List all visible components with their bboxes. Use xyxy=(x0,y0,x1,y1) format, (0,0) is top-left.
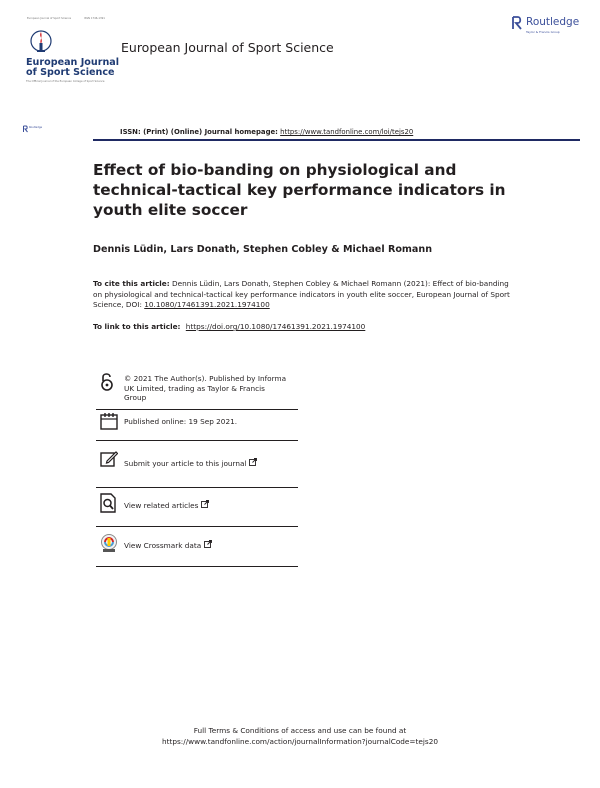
cite-label: To cite this article: xyxy=(93,279,170,288)
published-row xyxy=(96,412,298,436)
crossmark-link-text[interactable]: View Crossmark data xyxy=(124,540,212,551)
publisher-sub: Taylor & Francis Group xyxy=(526,30,560,34)
license-text: © 2021 The Author(s). Published by Informa UK Limited, trading as Taylor & Francis Group xyxy=(124,374,287,402)
article-title: Effect of bio-banding on physiological and technical-tactical key performance indicators in youth elite soccer xyxy=(93,161,506,219)
journal-logo-title: European Journal of Sport Science xyxy=(26,57,120,78)
footer-line1: Full Terms & Conditions of access and use can be found at xyxy=(193,726,407,735)
header-divider xyxy=(93,139,580,141)
tiny-journal-text: European Journal of Sport Science xyxy=(27,17,72,20)
related-link-text[interactable]: View related articles xyxy=(124,500,209,511)
open-access-lock-icon xyxy=(100,372,114,392)
issn-line xyxy=(120,128,413,136)
external-link-icon xyxy=(249,458,257,466)
crossmark-row[interactable] xyxy=(96,532,298,560)
journal-logo-subtext: The Official Journal of the European College of Sport Science xyxy=(26,80,105,83)
published-date: Published online: 19 Sep 2021. xyxy=(124,417,238,426)
license-row xyxy=(96,372,298,408)
article-doi-link[interactable]: https://doi.org/10.1080/17461391.2021.1974100 xyxy=(185,322,366,331)
submit-link-text[interactable]: Submit your article to this journal xyxy=(124,458,257,469)
divider xyxy=(96,487,298,488)
journal-name[interactable]: European Journal of Sport Science xyxy=(121,40,334,55)
footer xyxy=(0,725,600,747)
calendar-icon xyxy=(100,412,118,430)
related-row[interactable] xyxy=(96,491,298,519)
external-link-icon xyxy=(204,540,212,548)
cite-block xyxy=(93,279,511,311)
footer-terms-link[interactable]: https://www.tandfonline.com/action/journalInformation?journalCode=tejs20 xyxy=(162,737,438,746)
edit-pencil-icon xyxy=(100,450,118,468)
publisher-name: Routledge xyxy=(526,16,580,28)
small-routledge-icon xyxy=(23,125,28,133)
external-link-icon xyxy=(201,500,209,508)
issn-label: ISSN: (Print) (Online) Journal homepage: xyxy=(120,128,278,136)
cite-text: Dennis Lüdin, Lars Donath, Stephen Cobley & Michael Romann (2021): Effect of bio-banding on physiological and technical-tactical key performance indicators in youth elite soccer, European Journal of Sport Science, DOI: xyxy=(93,279,510,310)
routledge-logo-icon xyxy=(512,16,522,30)
link-label: To link to this article: xyxy=(93,322,181,331)
journal-homepage-link[interactable]: https://www.tandfonline.com/loi/tejs20 xyxy=(280,128,414,136)
small-logo-text: Routledge xyxy=(29,126,43,129)
divider xyxy=(96,566,298,567)
tiny-issn-text: ISSN 1746-1391 xyxy=(84,17,105,20)
divider xyxy=(96,440,298,441)
article-authors: Dennis Lüdin, Lars Donath, Stephen Cobley & Michael Romann xyxy=(93,244,433,255)
cite-doi-link[interactable]: 10.1080/17461391.2021.1974100 xyxy=(144,300,270,310)
journal-torch-logo-icon xyxy=(30,28,52,56)
divider xyxy=(96,409,298,410)
divider xyxy=(96,526,298,527)
small-routledge-logo xyxy=(23,125,43,133)
crossmark-icon xyxy=(100,533,118,553)
link-to-article xyxy=(93,322,365,331)
submit-row[interactable] xyxy=(96,450,298,476)
search-document-icon xyxy=(100,493,116,513)
